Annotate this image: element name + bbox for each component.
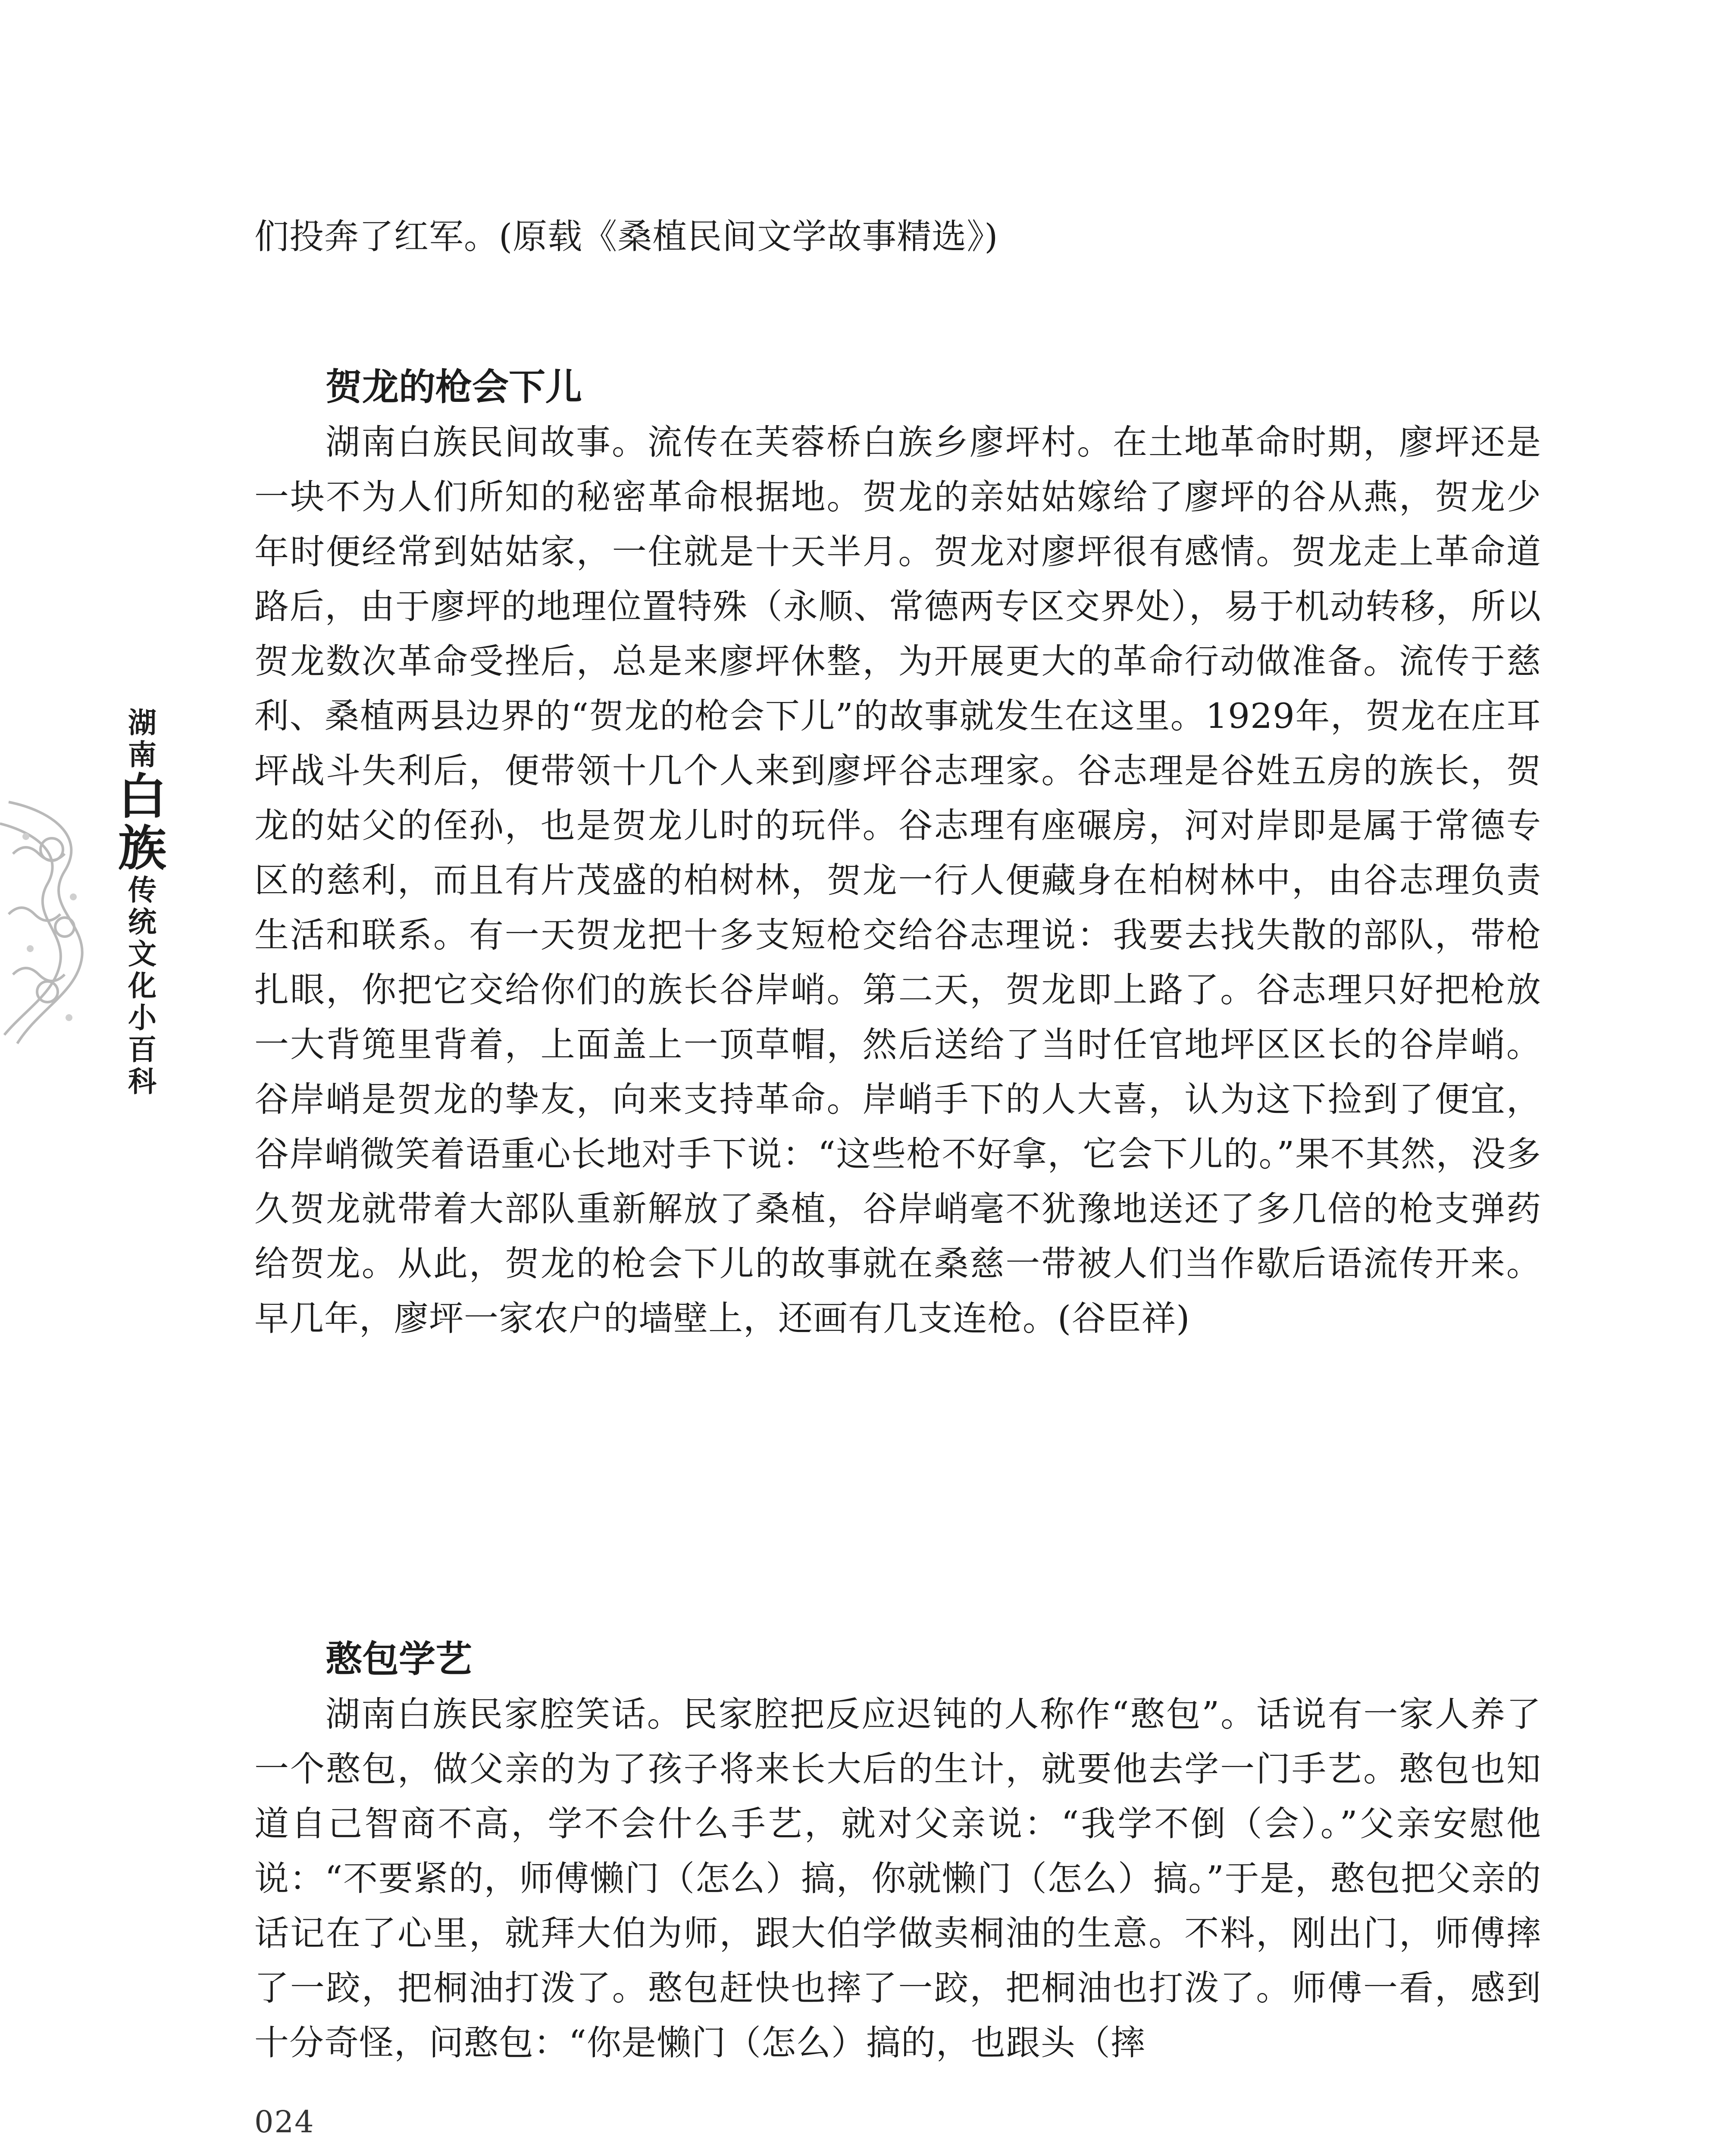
section-title: 贺龙的枪会下儿 bbox=[325, 366, 582, 409]
side-title-char: 南 bbox=[128, 738, 156, 771]
section-title: 憨包学艺 bbox=[325, 1638, 473, 1681]
side-title-char: 百 bbox=[128, 1033, 156, 1066]
side-title-char: 小 bbox=[128, 1001, 156, 1034]
side-title-char: 文 bbox=[128, 937, 156, 971]
side-title-char: 白 bbox=[118, 768, 166, 825]
section-han-bao bbox=[254, 1632, 1541, 2070]
side-title-char: 化 bbox=[128, 969, 156, 1003]
side-title-char: 湖 bbox=[128, 706, 156, 740]
decorative-dragon-ornament-icon bbox=[0, 785, 99, 1061]
intro-line: 们投奔了红军。(原载《桑植民间文学故事精选》) bbox=[254, 216, 998, 257]
section-body: 湖南白族民间故事。流传在芙蓉桥白族乡廖坪村。在土地革命时期，廖坪还是一块不为人们所知的秘密革命根据地。贺龙的亲姑姑嫁给了廖坪的谷从燕，贺龙少年时便经常到姑姑家，一住就是十天半月。贺龙对廖坪很有感情。贺龙走上革命道路后，由于廖坪的地理位置特殊（永顺、常德两专区交界处），易于机动转移，所以贺龙数次革命受挫后，总是来廖坪休整，为开展更大的革命行动做准备。流传于慈利、桑植两县边界的“贺龙的枪会下儿”的故事就发生在这里。1929年，贺龙在庄耳坪战斗失利后，便带领十几个人来到廖坪谷志理家。谷志理是谷姓五房的族长，贺龙的姑父的侄孙，也是贺龙儿时的玩伴。谷志理有座碾房，河对岸即是属于常德专区的慈利，而且有片茂盛的柏树林，贺龙一行人便藏身在柏树林中，由谷志理负责生活和联系。有一天贺龙把十多支短枪交给谷志理说：我要去找失散的部队，带枪扎眼，你把它交给你们的族长谷岸峭。第二天，贺龙即上路了。谷志理只好把枪放一大背篼里背着，上面盖上一顶草帽，然后送给了当时任官地坪区区长的谷岸峭。谷岸峭是贺龙的挚友，向来支持革命。岸峭手下的人大喜，认为这下捡到了便宜，谷岸峭微笑着语重心长地对手下说：“这些枪不好拿，它会下儿的。”果不其然，没多久贺龙就带着大部队重新解放了桑植，谷岸峭毫不犹豫地送还了多几倍的枪支弹药给贺龙。从此，贺龙的枪会下儿的故事就在桑慈一带被人们当作歇后语流传开来。早几年，廖坪一家农户的墙壁上，还画有几支连枪。(谷臣祥) bbox=[254, 422, 1541, 1338]
intro-continuation bbox=[254, 209, 1541, 264]
side-title-char: 族 bbox=[118, 820, 166, 877]
page-number: 024 bbox=[254, 2104, 315, 2140]
section-he-long bbox=[254, 360, 1541, 1346]
side-title-char: 传 bbox=[128, 874, 156, 907]
side-title-char: 科 bbox=[128, 1065, 156, 1098]
side-title-char: 统 bbox=[128, 906, 156, 939]
section-body: 湖南白族民家腔笑话。民家腔把反应迟钝的人称作“憨包”。话说有一家人养了一个憨包，做父亲的为了孩子将来长大后的生计，就要他去学一门手艺。憨包也知道自己智商不高，学不会什么手艺，就对父亲说：“我学不倒（会）。”父亲安慰他说：“不要紧的，师傅懒门（怎么）搞，你就懒门（怎么）搞。”于是，憨包把父亲的话记在了心里，就拜大伯为师，跟大伯学做卖桐油的生意。不料，刚出门，师傅摔了一跤，把桐油打泼了。憨包赶快也摔了一跤，把桐油也打泼了。师傅一看，感到十分奇怪，问憨包：“你是懒门（怎么）搞的，也跟头（摔 bbox=[254, 1694, 1541, 2063]
vertical-book-title bbox=[116, 707, 168, 1098]
